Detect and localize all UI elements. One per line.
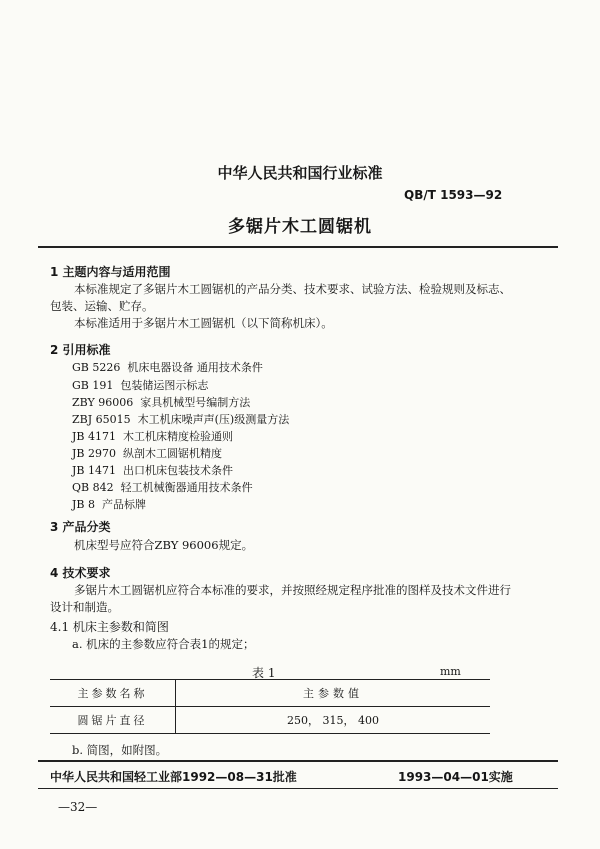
document-title: 多锯片木工圆锯机 (228, 217, 372, 237)
table-header-value: 主参数值 (176, 680, 491, 707)
page-number: —32— (58, 800, 98, 814)
reference-code: ZBY 96006 (72, 396, 134, 409)
reference-title: 出口机床包装技术条件 (122, 464, 233, 477)
reference-standard (72, 377, 208, 393)
section-1-paragraph-line-2: 包装、运输、贮存。 (50, 299, 154, 313)
section-1-heading: 1 主题内容与适用范围 (50, 265, 171, 279)
section-1-paragraph-2: 本标准适用于多锯片木工圆锯机（以下简称机床）。 (74, 316, 333, 330)
table-cell-name: 圆锯片直径 (50, 707, 176, 734)
table-caption: 表 1 (252, 666, 276, 680)
table-header-row (50, 680, 490, 707)
reference-title: 木工机床噪声声(压)级测量方法 (137, 413, 290, 426)
reference-code: JB 4171 (72, 430, 116, 443)
section-3-heading: 3 产品分类 (50, 520, 111, 534)
reference-code: GB 5226 (72, 361, 121, 374)
footer-bottom-divider (38, 788, 558, 789)
reference-standard (72, 359, 263, 375)
header-divider (38, 246, 558, 248)
section-2-heading: 2 引用标准 (50, 343, 111, 357)
reference-standard (72, 479, 253, 495)
standard-code: QB/T 1593—92 (404, 188, 503, 202)
reference-title: 包装储运图示标志 (120, 379, 209, 392)
reference-code: QB 842 (72, 481, 114, 494)
reference-standard (72, 394, 250, 410)
reference-code: JB 2970 (72, 447, 116, 460)
item-b: b. 简图，如附图。 (72, 743, 168, 757)
reference-title: 轻工机械衡器通用技术条件 (120, 481, 253, 494)
effective-date: 1993—04—01实施 (398, 770, 513, 784)
reference-standard (72, 496, 146, 512)
reference-code: JB 1471 (72, 464, 116, 477)
reference-title: 纵剖木工圆锯机精度 (122, 447, 222, 460)
reference-code: JB 8 (72, 498, 95, 511)
section-4-1-heading: 4.1 机床主参数和简图 (50, 620, 169, 634)
reference-title: 机床电器设备 通用技术条件 (127, 361, 263, 374)
reference-code: GB 191 (72, 379, 114, 392)
parameter-table (50, 679, 490, 734)
reference-title: 产品标牌 (102, 498, 146, 511)
reference-standard (72, 462, 233, 478)
table-row (50, 707, 490, 734)
reference-standard (72, 445, 222, 461)
industry-standard-heading: 中华人民共和国行业标准 (217, 164, 383, 182)
table-header-name: 主参数名称 (50, 680, 176, 707)
section-4-paragraph-line-2: 设计和制造。 (50, 600, 119, 614)
approval-line: 中华人民共和国轻工业部1992—08—31批准 (50, 770, 297, 784)
section-3-text: 机床型号应符合ZBY 96006规定。 (74, 538, 254, 552)
section-1-paragraph-line-1: 本标准规定了多锯片木工圆锯机的产品分类、技术要求、试验方法、检验规则及标志、 (74, 282, 511, 296)
item-a: a. 机床的主参数应符合表1的规定； (72, 637, 255, 651)
reference-title: 木工机床精度检验通则 (122, 430, 233, 443)
table-cell-values: 250， 315， 400 (176, 707, 491, 734)
reference-standard (72, 411, 289, 427)
footer-divider (38, 760, 558, 762)
reference-code: ZBJ 65015 (72, 413, 131, 426)
reference-standard (72, 428, 233, 444)
reference-title: 家具机械型号编制方法 (140, 396, 251, 409)
section-4-paragraph-line-1: 多锯片木工圆锯机应符合本标准的要求，并按照经规定程序批准的图样及技术文件进行 (74, 583, 511, 597)
section-4-heading: 4 技术要求 (50, 566, 111, 580)
table-unit: mm (440, 665, 461, 678)
